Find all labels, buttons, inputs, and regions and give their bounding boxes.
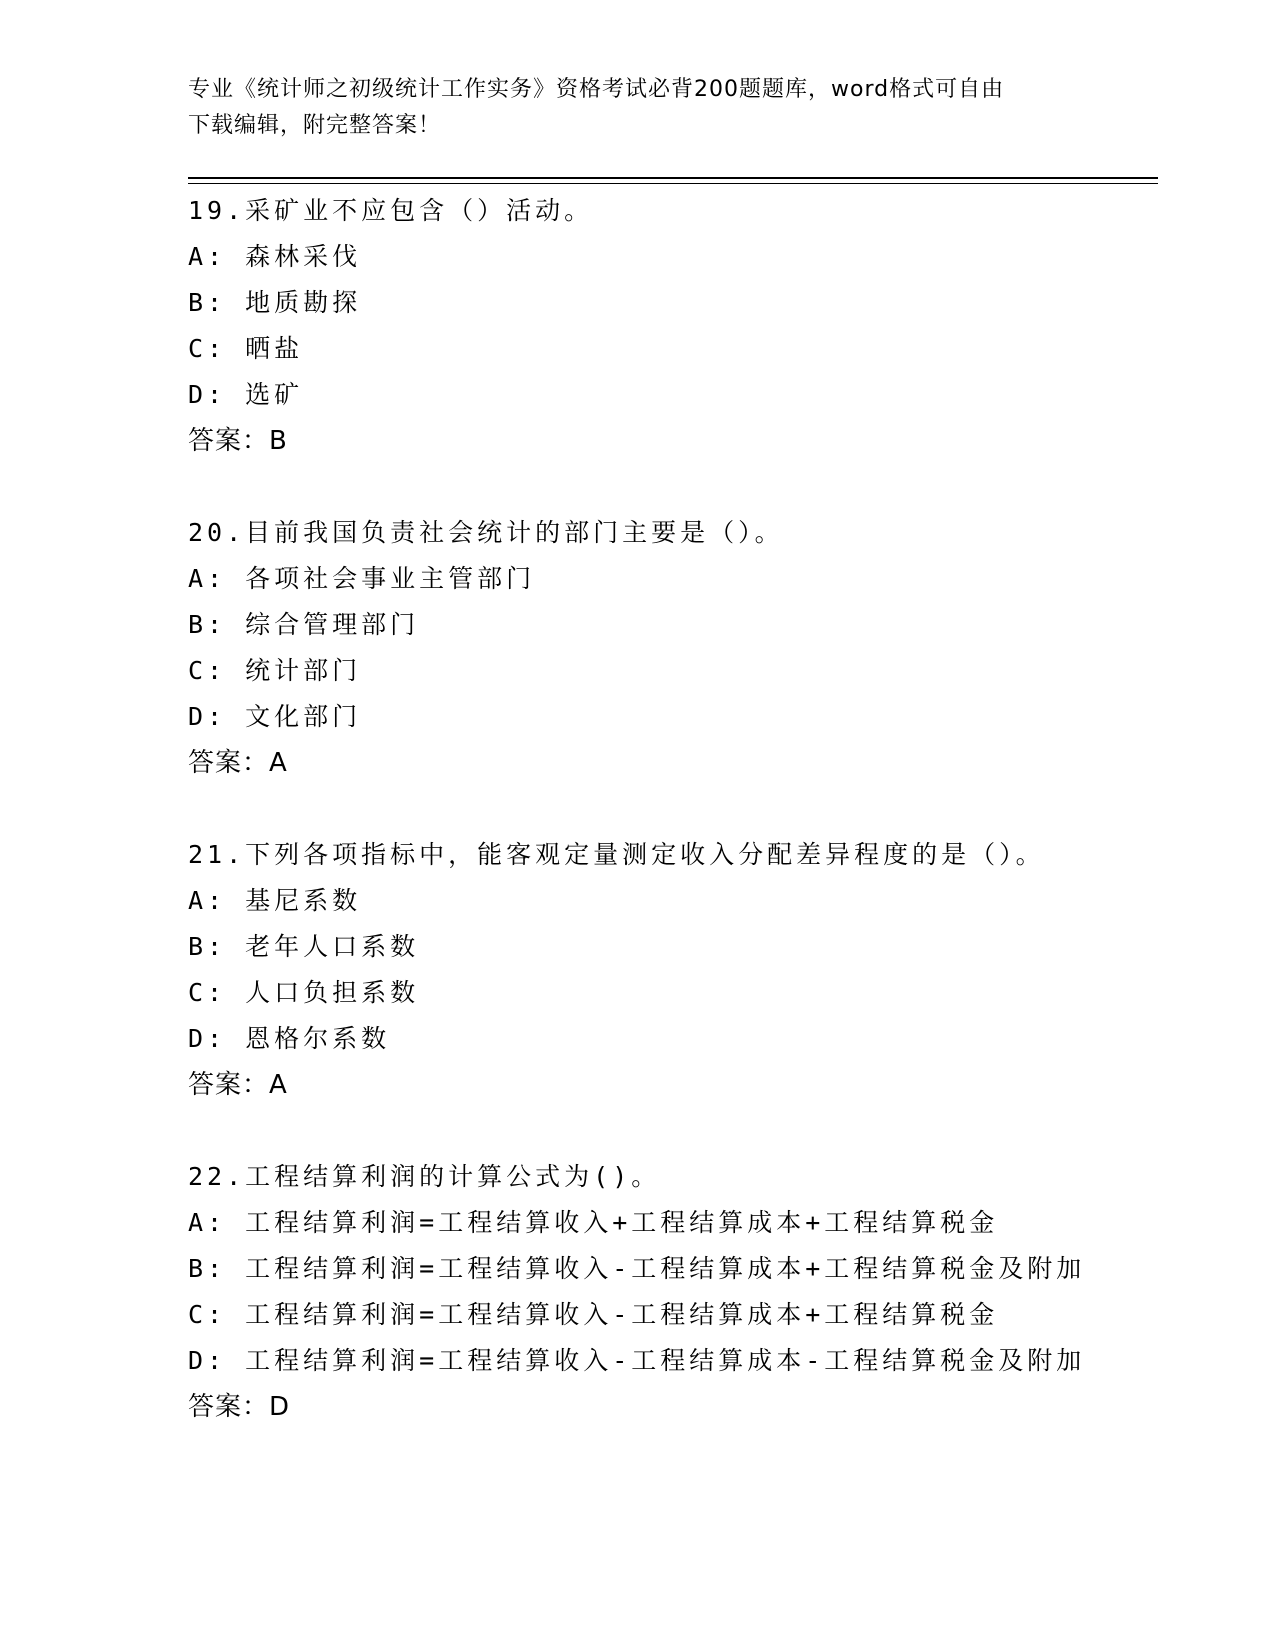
option-d: D: 恩格尔系数 [188,1024,391,1053]
question-stem: 21.下列各项指标中，能客观定量测定收入分配差异程度的是（）。 [188,840,1045,869]
question-list [188,188,1188,1476]
header-line-2: 下载编辑，附完整答案！ [188,113,442,138]
question-stem: 22.工程结算利润的计算公式为()。 [188,1162,661,1191]
header-divider-thick [188,177,1158,179]
answer-line: 答案：D [188,1392,291,1422]
option-b: B: 工程结算利润=工程结算收入-工程结算成本+工程结算税金及附加 [188,1254,1086,1283]
option-a: A: 各项社会事业主管部门 [188,564,536,593]
option-d: D: 文化部门 [188,702,362,731]
header-divider-thin [188,183,1158,184]
answer-line: 答案：B [188,426,288,456]
header-line-1: 专业《统计师之初级统计工作实务》资格考试必背200题题库，word格式可自由 [188,77,1005,102]
option-a: A: 工程结算利润=工程结算收入+工程结算成本+工程结算税金 [188,1208,999,1237]
option-c: C: 晒盐 [188,334,304,363]
question-22 [188,1154,1188,1430]
option-c: C: 人口负担系数 [188,978,420,1007]
option-b: B: 地质勘探 [188,288,362,317]
question-stem: 19.采矿业不应包含（）活动。 [188,196,594,225]
option-a: A: 基尼系数 [188,886,362,915]
question-20 [188,510,1188,786]
option-a: A: 森林采伐 [188,242,362,271]
question-19 [188,188,1188,464]
option-b: B: 综合管理部门 [188,610,420,639]
answer-line: 答案：A [188,748,288,778]
option-c: C: 统计部门 [188,656,362,685]
option-c: C: 工程结算利润=工程结算收入-工程结算成本+工程结算税金 [188,1300,999,1329]
option-d: D: 工程结算利润=工程结算收入-工程结算成本-工程结算税金及附加 [188,1346,1086,1375]
option-b: B: 老年人口系数 [188,932,420,961]
question-21 [188,832,1188,1108]
option-d: D: 选矿 [188,380,304,409]
document-header [188,72,1068,144]
answer-line: 答案：A [188,1070,288,1100]
question-stem: 20.目前我国负责社会统计的部门主要是（）。 [188,518,784,547]
